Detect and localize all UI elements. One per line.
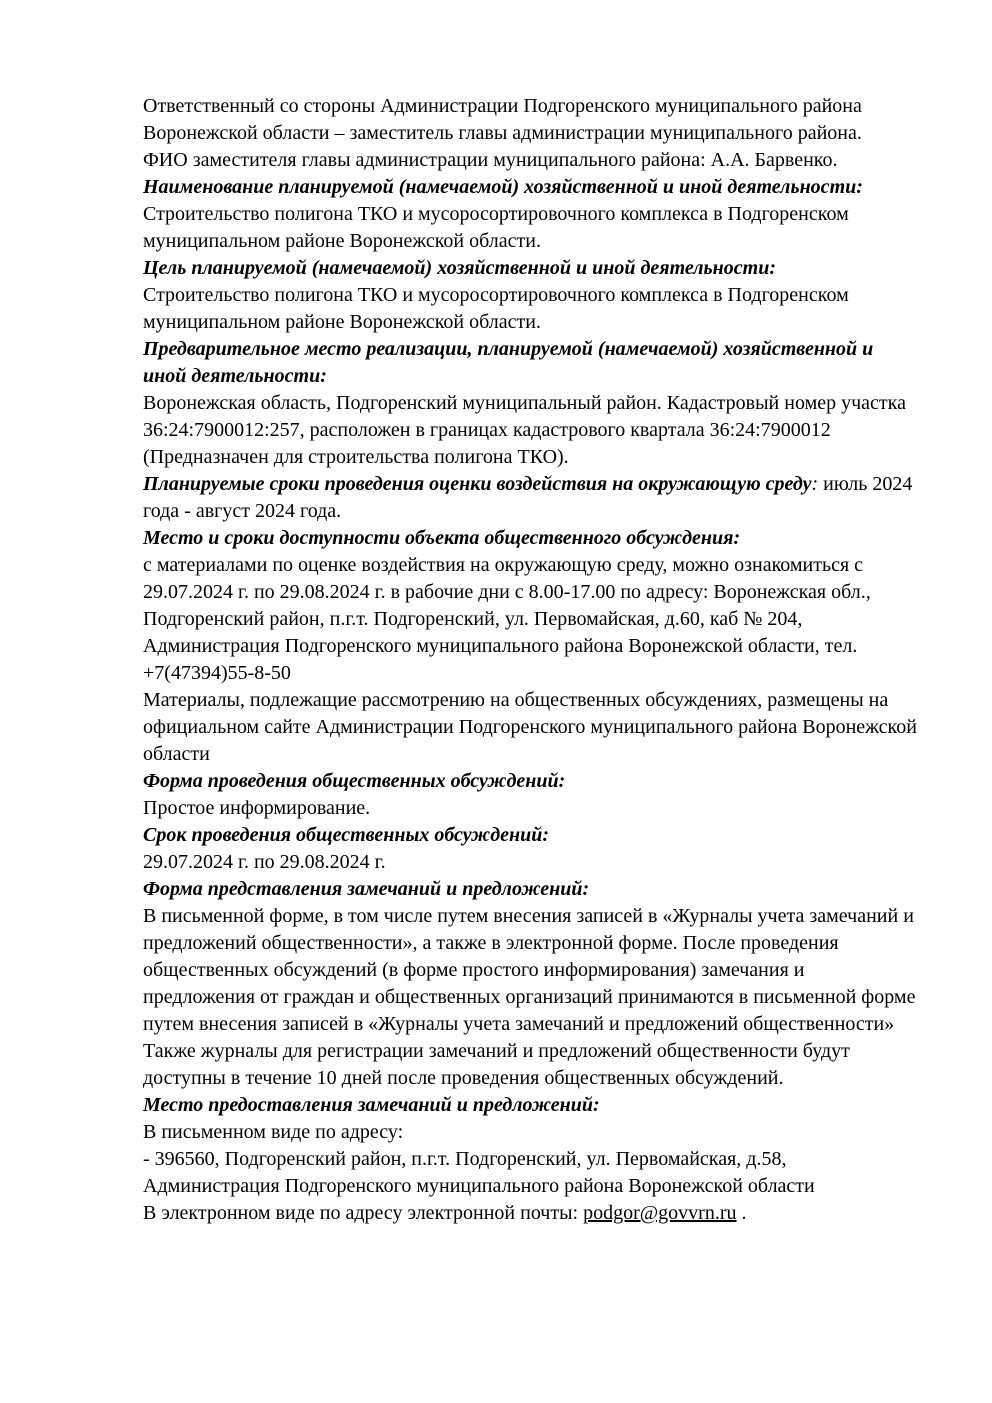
body-line xyxy=(143,903,943,930)
text-run: 29.07.2024 г. по 29.08.2024 г. xyxy=(143,851,386,873)
text-run: Цель планируемой (намечаемой) хозяйственной и иной деятельности: xyxy=(143,257,776,279)
body-line xyxy=(143,417,943,444)
body-line xyxy=(143,984,943,1011)
text-run: 36:24:7900012:257, расположен в границах кадастрового квартала 36:24:7900012 xyxy=(143,419,831,441)
heading-line xyxy=(143,336,943,363)
heading-line xyxy=(143,822,943,849)
body-line xyxy=(143,147,943,174)
body-line xyxy=(143,93,943,120)
text-run: +7(47394)55-8-50 xyxy=(143,662,291,684)
text-run: В письменной форме, в том числе путем внесения записей в «Журналы учета замечаний и xyxy=(143,905,914,927)
body-line xyxy=(143,1065,943,1092)
text-run: предложения от граждан и общественных организаций принимаются в письменной форме xyxy=(143,986,916,1008)
text-run: июль 2024 xyxy=(818,473,913,495)
body-line xyxy=(143,687,943,714)
body-line xyxy=(143,930,943,957)
text-run: . xyxy=(736,1202,747,1224)
text-run: области xyxy=(143,743,210,765)
body-line xyxy=(143,1038,943,1065)
text-run: года - август 2024 года. xyxy=(143,500,342,522)
body-line xyxy=(143,1200,943,1227)
text-run: Место и сроки доступности объекта общественного обсуждения: xyxy=(143,527,741,549)
heading-line xyxy=(143,525,943,552)
text-run: Простое информирование. xyxy=(143,797,371,819)
body-line xyxy=(143,228,943,255)
text-run: с материалами по оценке воздействия на окружающую среду, можно ознакомиться с xyxy=(143,554,864,576)
body-line xyxy=(143,120,943,147)
text-run: Форма представления замечаний и предложений: xyxy=(143,878,590,900)
text-run: муниципальном районе Воронежской области. xyxy=(143,230,541,252)
body-line xyxy=(143,1119,943,1146)
heading-line xyxy=(143,174,943,201)
body-line xyxy=(143,579,943,606)
body-line xyxy=(143,606,943,633)
text-run: В электронном виде по адресу электронной почты: xyxy=(143,1202,584,1224)
text-run: (Предназначен для строительства полигона ТКО). xyxy=(143,446,569,468)
text-run: предложений общественности», а также в электронной форме. После проведения xyxy=(143,932,839,954)
body-line xyxy=(143,498,943,525)
text-run: 29.07.2024 г. по 29.08.2024 г. в рабочие дни с 8.00-17.00 по адресу: Воронежская обл., xyxy=(143,581,871,603)
body-line xyxy=(143,282,943,309)
text-run: В письменном виде по адресу: xyxy=(143,1121,404,1143)
text-run: Форма проведения общественных обсуждений: xyxy=(143,770,566,792)
text-run: Также журналы для регистрации замечаний и предложений общественности будут xyxy=(143,1040,850,1062)
text-run: официальном сайте Администрации Подгоренского муниципального района Воронежской xyxy=(143,716,917,738)
body-line xyxy=(143,849,943,876)
text-run: - 396560, Подгоренский район, п.г.т. Подгоренский, ул. Первомайская, д.58, xyxy=(143,1148,787,1170)
body-line xyxy=(143,795,943,822)
body-line xyxy=(143,741,943,768)
body-line xyxy=(143,201,943,228)
text-run: Администрация Подгоренского муниципального района Воронежской области xyxy=(143,1175,815,1197)
text-run: иной деятельности: xyxy=(143,365,327,387)
text-run: Наименование планируемой (намечаемой) хозяйственной и иной деятельности: xyxy=(143,176,863,198)
body-line xyxy=(143,552,943,579)
body-line xyxy=(143,1146,943,1173)
text-run: Ответственный со стороны Администрации Подгоренского муниципального района xyxy=(143,95,862,117)
text-run: Предварительное место реализации, планируемой (намечаемой) хозяйственной и xyxy=(143,338,874,360)
document-content xyxy=(143,93,943,1227)
text-run: общественных обсуждений (в форме простого информирования) замечания и xyxy=(143,959,805,981)
body-line xyxy=(143,660,943,687)
text-run: Строительство полигона ТКО и мусоросортировочного комплекса в Подгоренском xyxy=(143,203,849,225)
text-run: Строительство полигона ТКО и мусоросортировочного комплекса в Подгоренском xyxy=(143,284,849,306)
heading-line xyxy=(143,471,943,498)
heading-line xyxy=(143,1092,943,1119)
email-link[interactable]: podgor@govvrn.ru xyxy=(583,1202,737,1224)
text-run: Срок проведения общественных обсуждений: xyxy=(143,824,550,846)
text-run: Материалы, подлежащие рассмотрению на общественных обсуждениях, размещены на xyxy=(143,689,889,711)
heading-line xyxy=(143,363,943,390)
body-line xyxy=(143,1173,943,1200)
heading-line xyxy=(143,768,943,795)
body-line xyxy=(143,390,943,417)
body-line xyxy=(143,1011,943,1038)
text-run: Воронежской области – заместитель главы администрации муниципального района. xyxy=(143,122,862,144)
heading-line xyxy=(143,255,943,282)
text-run: Администрация Подгоренского муниципального района Воронежской области, тел. xyxy=(143,635,858,657)
heading-line xyxy=(143,876,943,903)
body-line xyxy=(143,444,943,471)
text-run: муниципальном районе Воронежской области. xyxy=(143,311,541,333)
body-line xyxy=(143,957,943,984)
text-run: : xyxy=(811,473,819,495)
text-run: Место предоставления замечаний и предложений: xyxy=(143,1094,600,1116)
text-run: ФИО заместителя главы администрации муниципального района: А.А. Барвенко. xyxy=(143,149,838,171)
body-line xyxy=(143,633,943,660)
text-run: Планируемые сроки проведения оценки воздействия на окружающую среду xyxy=(143,473,812,495)
body-line xyxy=(143,714,943,741)
text-run: путем внесения записей в «Журналы учета замечаний и предложений общественности» xyxy=(143,1013,895,1035)
text-run: Воронежская область, Подгоренский муниципальный район. Кадастровый номер участка xyxy=(143,392,906,414)
text-run: Подгоренский район, п.г.т. Подгоренский, ул. Первомайская, д.60, каб № 204, xyxy=(143,608,803,630)
body-line xyxy=(143,309,943,336)
text-run: доступны в течение 10 дней после проведения общественных обсуждений. xyxy=(143,1067,784,1089)
